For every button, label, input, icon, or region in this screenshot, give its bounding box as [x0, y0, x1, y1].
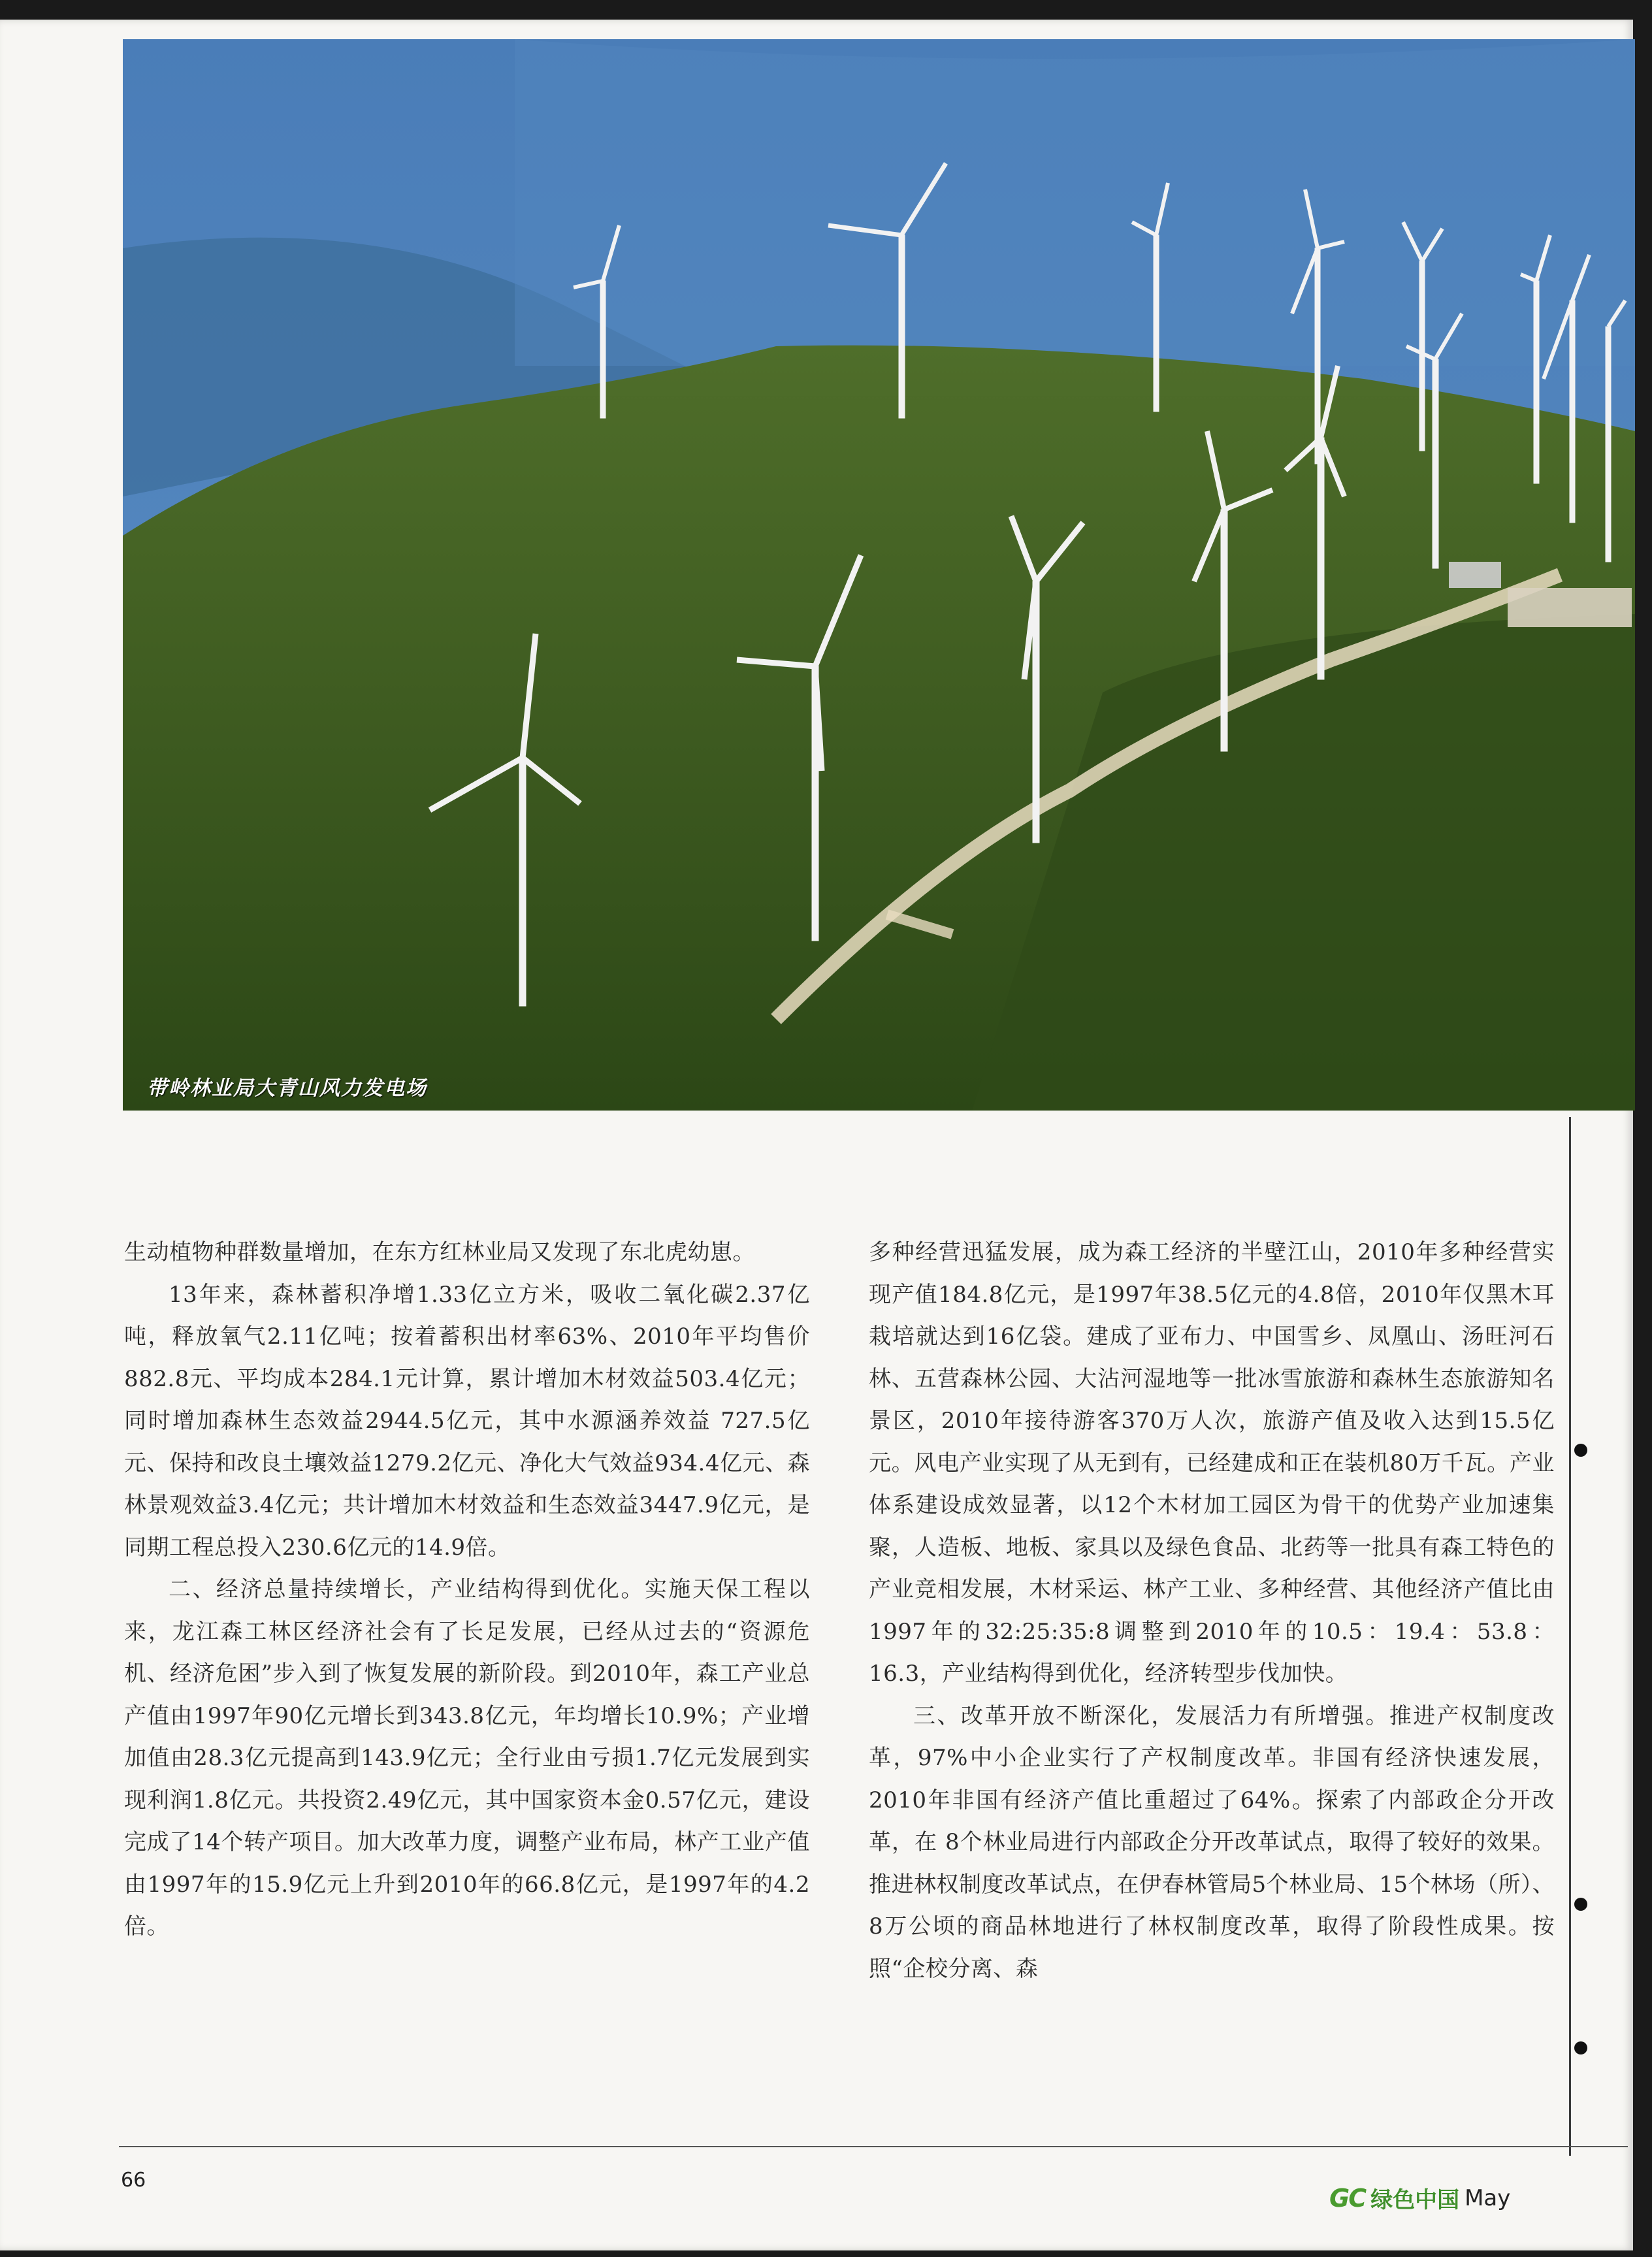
- magazine-name: 绿色中国: [1370, 2187, 1460, 2213]
- paragraph: 生动植物种群数量增加，在东方红林业局又发现了东北虎幼崽。: [124, 1239, 755, 1265]
- binding-hole-icon: [1574, 1898, 1587, 1911]
- column-divider: [1569, 1117, 1571, 2156]
- page-number: 66: [121, 2169, 146, 2192]
- wind-farm-photo: [123, 39, 1635, 1111]
- paragraph: 三、改革开放不断深化，发展活力有所增强。推进产权制度改革，97%中小企业实行了产权制度改革。非国有经济快速发展，2010年非国有经济产值比重超过了64%。探索了内部政企分开改革，在 8个林业局进行内部政企分开改革试点，取得了较好的效果。推进林权制度改革试点，在伊春林管局5个林业局、15个林场（所）、8万公顷的商品林地进行了林权制度改革，取得了阶段性成果。按照“企校分离、森: [869, 1702, 1555, 1982]
- left-column: [124, 1231, 810, 1948]
- issue-month: May: [1465, 2184, 1511, 2211]
- magazine-page: [0, 20, 1633, 2250]
- right-column: [869, 1231, 1555, 1990]
- wind-turbine-icon: [123, 39, 1635, 1111]
- binding-hole-icon: [1574, 1444, 1587, 1457]
- photo-caption: 带岭林业局大青山风力发电场: [147, 1077, 427, 1100]
- magazine-logo-icon: GC: [1329, 2183, 1366, 2213]
- binding-hole-icon: [1574, 2041, 1587, 2054]
- footer-rule: [119, 2146, 1628, 2147]
- paragraph: 13年来，森林蓄积净增1.33亿立方米，吸收二氧化碳2.37亿吨，释放氧气2.11亿吨；按着蓄积出材率63%、2010年平均售价882.8元、平均成本284.1元计算，累计增加木材效益503.4亿元；同时增加森林生态效益2944.5亿元，其中水源涵养效益 727.5亿元、保持和改良土壤效益1279.2亿元、净化大气效益934.4亿元、森林景观效益3.4亿元；共计增加木材效益和生态效益3447.9亿元，是同期工程总投入230.6亿元的14.9倍。: [124, 1281, 810, 1561]
- magazine-brand: [1329, 2182, 1510, 2214]
- paragraph: 多种经营迅猛发展，成为森工经济的半壁江山，2010年多种经营实现产值184.8亿元，是1997年38.5亿元的4.8倍，2010年仅黑木耳栽培就达到16亿袋。建成了亚布力、中国雪乡、凤凰山、汤旺河石林、五营森林公园、大沾河湿地等一批冰雪旅游和森林生态旅游知名景区，2010年接待游客370万人次，旅游产值及收入达到15.5亿元。风电产业实现了从无到有，已经建成和正在装机80万千瓦。产业体系建设成效显著，以12个木材加工园区为骨干的优势产业加速集聚，人造板、地板、家具以及绿色食品、北药等一批具有森工特色的产业竞相发展，木材采运、林产工业、多种经营、其他经济产值比由1997年的32:25:35:8调整到2010年的10.5：19.4：53.8：16.3，产业结构得到优化，经济转型步伐加快。: [869, 1239, 1555, 1687]
- paragraph: 二、经济总量持续增长，产业结构得到优化。实施天保工程以来，龙江森工林区经济社会有了长足发展，已经从过去的“资源危机、经济危困”步入到了恢复发展的新阶段。到2010年，森工产业总产值由1997年90亿元增长到343.8亿元，年均增长10.9%；产业增加值由28.3亿元提高到143.9亿元；全行业由亏损1.7亿元发展到实现利润1.8亿元。共投资2.49亿元，其中国家资本金0.57亿元，建设完成了14个转产项目。加大改革力度，调整产业布局，林产工业产值由1997年的15.9亿元上升到2010年的66.8亿元，是1997年的4.2倍。: [124, 1576, 810, 1940]
